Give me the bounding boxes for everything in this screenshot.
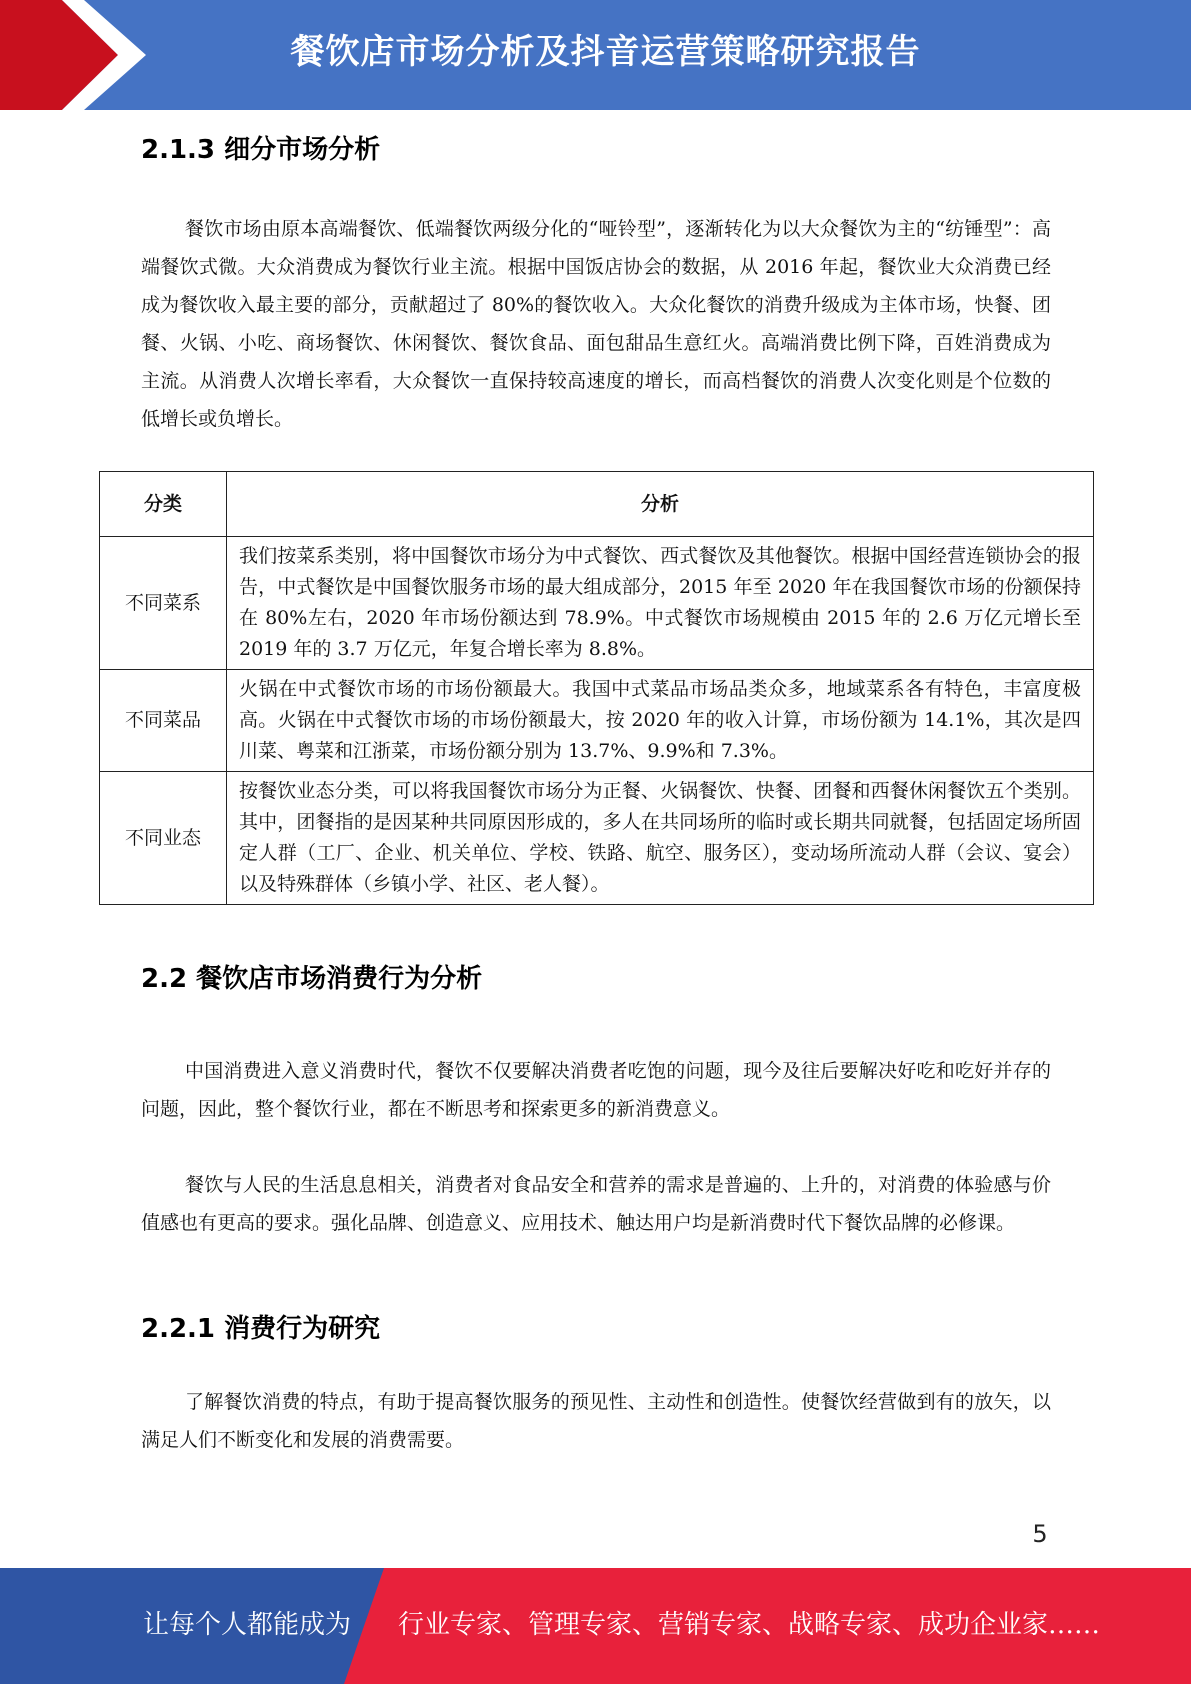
table-cell-category: 不同菜品	[100, 670, 227, 772]
table-header-category: 分类	[100, 472, 227, 537]
table-cell-analysis: 火锅在中式餐饮市场的市场份额最大。我国中式菜品市场品类众多，地域菜系各有特色，丰富度极高。火锅在中式餐饮市场的市场份额最大，按 2020 年的收入计算，市场份额为 14.1%，其次是四川菜、粤菜和江浙菜，市场份额分别为 13.7%、9.9%和 7.3%。	[227, 670, 1094, 772]
report-title: 餐饮店市场分析及抖音运营策略研究报告	[290, 32, 921, 72]
section-heading-2-2: 2.2 餐饮店市场消费行为分析	[141, 964, 483, 994]
footer-roles: 行业专家、管理专家、营销专家、战略专家、成功企业家……	[398, 1610, 1101, 1640]
table-cell-analysis: 我们按菜系类别，将中国餐饮市场分为中式餐饮、西式餐饮及其他餐饮。根据中国经营连锁协会的报告，中式餐饮是中国餐饮服务市场的最大组成部分，2015 年至 2020 年在我国餐饮市场的份额保持在 80%左右，2020 年市场份额达到 78.9%。中式餐饮市场规模由 2015 年的 2.6 万亿元增长至 2019 年的 3.7 万亿元，年复合增长率为 8.8%。	[227, 537, 1094, 670]
table-cell-category: 不同业态	[100, 772, 227, 905]
section-heading-2-2-1: 2.2.1 消费行为研究	[141, 1314, 381, 1344]
table-row	[100, 772, 1094, 905]
table-header-row	[100, 472, 1094, 537]
table-row	[100, 670, 1094, 772]
table-header-analysis: 分析	[227, 472, 1094, 537]
footer-banner	[0, 1568, 1191, 1684]
section-2-2-paragraph-2: 餐饮与人民的生活息息相关，消费者对食品安全和营养的需求是普遍的、上升的，对消费的体验感与价值感也有更高的要求。强化品牌、创造意义、应用技术、触达用户均是新消费时代下餐饮品牌的必修课。	[141, 1174, 1051, 1234]
table-cell-category: 不同菜系	[100, 537, 227, 670]
segment-analysis-table	[99, 471, 1094, 905]
section-2-2-paragraph-1: 中国消费进入意义消费时代，餐饮不仅要解决消费者吃饱的问题，现今及往后要解决好吃和吃好并存的问题，因此，整个餐饮行业，都在不断思考和探索更多的新消费意义。	[141, 1060, 1051, 1120]
footer-slogan: 让每个人都能成为	[143, 1610, 352, 1640]
section-2-2-1-paragraph: 了解餐饮消费的特点，有助于提高餐饮服务的预见性、主动性和创造性。使餐饮经营做到有的放矢，以满足人们不断变化和发展的消费需要。	[141, 1391, 1051, 1451]
page-number: 5	[1032, 1520, 1048, 1548]
section-2-1-3-paragraph: 餐饮市场由原本高端餐饮、低端餐饮两级分化的“哑铃型”，逐渐转化为以大众餐饮为主的“纺锤型”：高端餐饮式微。大众消费成为餐饮行业主流。根据中国饭店协会的数据，从 2016 年起，餐饮业大众消费已经成为餐饮收入最主要的部分，贡献超过了 80%的餐饮收入。大众化餐饮的消费升级成为主体市场，快餐、团餐、火锅、小吃、商场餐饮、休闲餐饮、餐饮食品、面包甜品生意红火。高端消费比例下降，百姓消费成为主流。从消费人次增长率看，大众餐饮一直保持较高速度的增长，而高档餐饮的消费人次变化则是个位数的低增长或负增长。	[141, 218, 1051, 430]
section-heading-2-1-3: 2.1.3 细分市场分析	[141, 135, 381, 165]
table-cell-analysis: 按餐饮业态分类，可以将我国餐饮市场分为正餐、火锅餐饮、快餐、团餐和西餐休闲餐饮五个类别。其中，团餐指的是因某种共同原因形成的，多人在共同场所的临时或长期共同就餐，包括固定场所固定人群（工厂、企业、机关单位、学校、铁路、航空、服务区），变动场所流动人群（会议、宴会）以及特殊群体（乡镇小学、社区、老人餐）。	[227, 772, 1094, 905]
header-banner	[0, 0, 1191, 110]
table-row	[100, 537, 1094, 670]
